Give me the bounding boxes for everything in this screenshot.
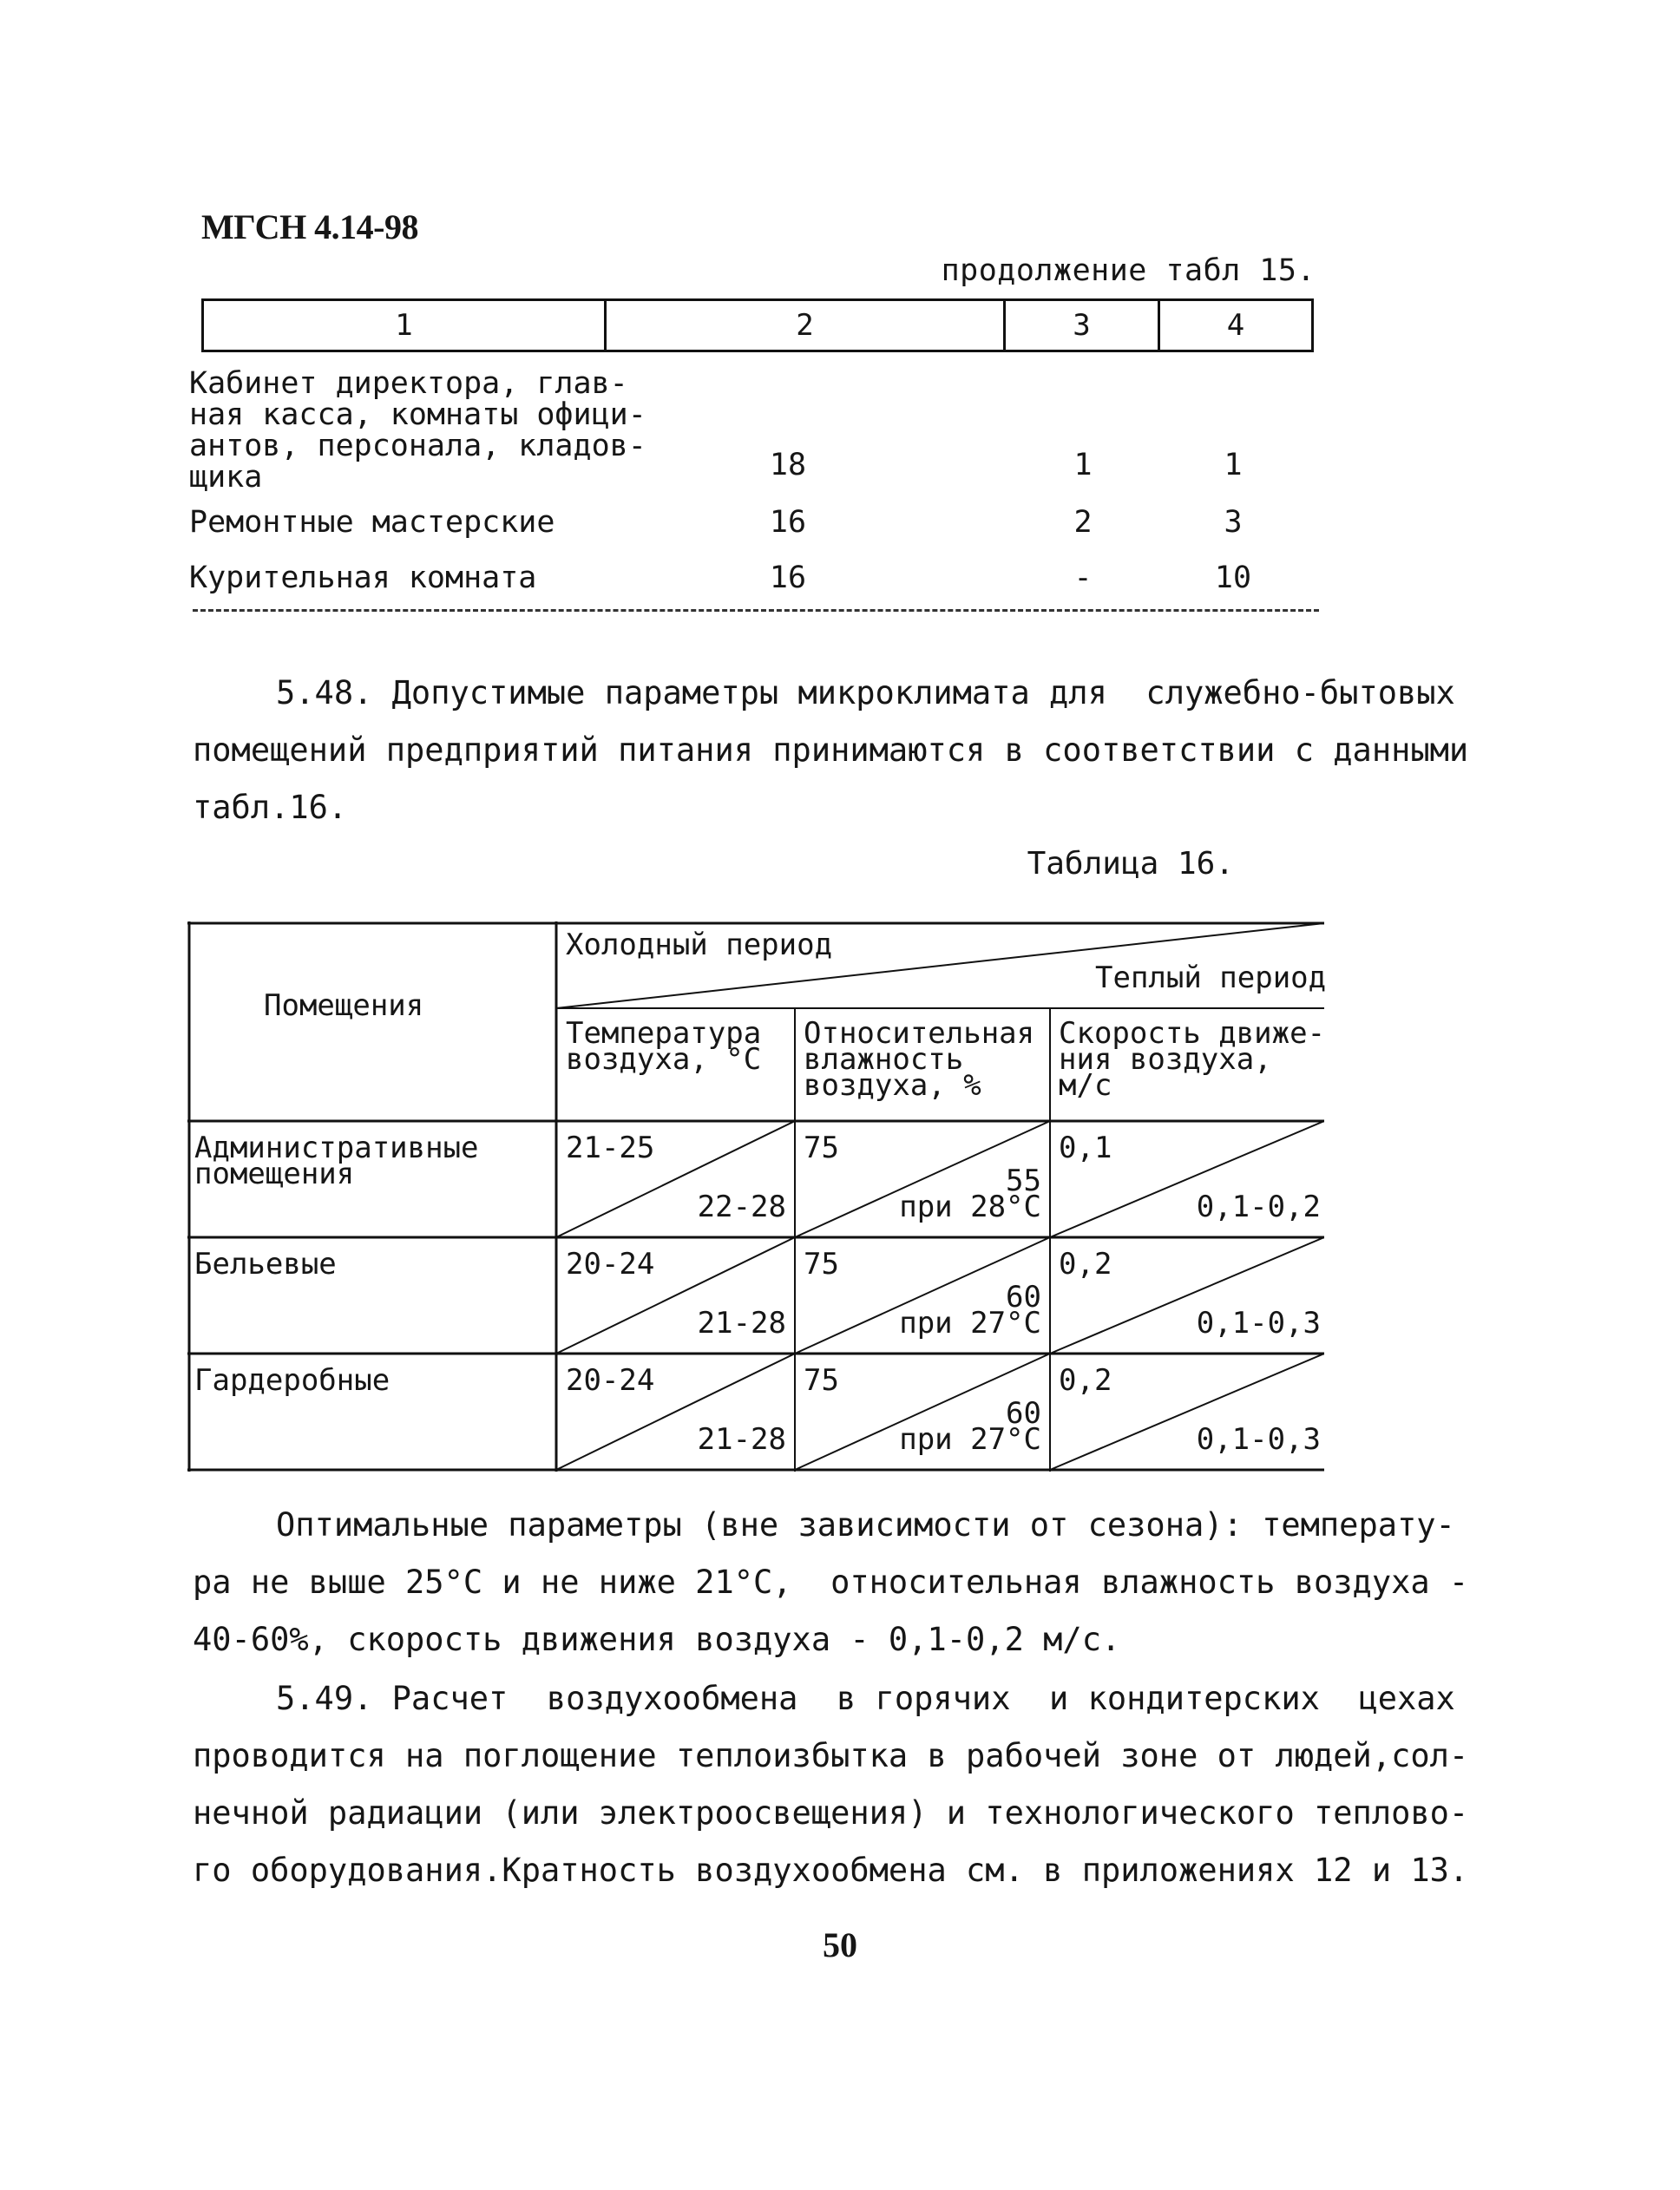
paragraph-line: помещений предприятий питания принимаются в соответствии с данными	[193, 731, 1469, 769]
paragraph-line: 40-60%, скорость движения воздуха - 0,1-0,2 м/с.	[193, 1621, 1121, 1658]
hum-warm-note: при 28°C	[899, 1190, 1041, 1224]
name-line: щика	[189, 460, 263, 495]
table15-row	[189, 507, 1335, 541]
header-line: воздуха, °C	[566, 1042, 762, 1077]
table15-col-1: 1	[204, 301, 607, 350]
table15-cell: 2	[1073, 505, 1093, 540]
temp-warm: 22-28	[697, 1190, 786, 1224]
header-line: Относительная	[804, 1016, 1035, 1051]
table16-room	[194, 1131, 479, 1191]
header-line: влажность	[804, 1042, 964, 1077]
temp-cold: 21-25	[566, 1131, 655, 1165]
paragraph-line: Оптимальные параметры (вне зависимости от сезона): температу-	[276, 1506, 1455, 1544]
hum-warm-note: при 27°C	[899, 1422, 1041, 1457]
header-cold-period: Холодный период	[566, 928, 833, 962]
table15-col-4: 4	[1226, 308, 1245, 343]
name-line: Кабинет директора, глав-	[189, 366, 628, 401]
table15-cell: -	[1073, 561, 1093, 595]
table15-row-name	[189, 368, 646, 493]
paragraph-line: го оборудования.Кратность воздухообмена см. в приложениях 12 и 13.	[193, 1852, 1469, 1889]
hum-warm: 60	[1006, 1280, 1041, 1315]
table16-room: Бельевые	[194, 1247, 337, 1282]
page-number: 50	[823, 1925, 857, 1964]
temp-cold: 20-24	[566, 1363, 655, 1398]
temp-warm: 21-28	[697, 1306, 786, 1341]
header-line: м/с	[1059, 1068, 1112, 1103]
table15-cell: 18	[769, 448, 807, 482]
header-line: ния воздуха,	[1059, 1042, 1272, 1077]
hum-cold: 75	[804, 1131, 839, 1165]
paragraph-5-48	[193, 665, 1469, 836]
temp-cold: 20-24	[566, 1247, 655, 1282]
paragraph-line: проводится на поглощение теплоизбытка в рабочей зоне от людей,сол-	[193, 1737, 1469, 1774]
hum-warm-note: при 27°C	[899, 1306, 1041, 1341]
table15-cell: 16	[769, 505, 807, 540]
table15-cell: 1	[1224, 448, 1243, 482]
paragraph-line: табл.16.	[193, 789, 348, 826]
table16-room: Гардеробные	[194, 1363, 390, 1398]
table15-header	[201, 298, 1314, 352]
hum-cold: 75	[804, 1363, 839, 1398]
speed-cold: 0,2	[1059, 1247, 1112, 1282]
header-temperature	[566, 1016, 762, 1077]
header-line: Скорость движе-	[1059, 1016, 1326, 1051]
document-code: МГСН 4.14-98	[201, 207, 418, 246]
header-line: воздуха, %	[804, 1068, 981, 1103]
table15-col-3: 3	[1006, 301, 1160, 350]
header-humidity	[804, 1016, 1035, 1103]
speed-warm: 0,1-0,3	[1196, 1422, 1321, 1457]
optimal-parameters-text	[193, 1497, 1469, 1669]
table-continuation-label: продолжение табл 15.	[941, 253, 1316, 288]
room-line: помещения	[194, 1157, 355, 1191]
header-speed	[1059, 1016, 1326, 1103]
speed-cold: 0,2	[1059, 1363, 1112, 1398]
table15-cell: 3	[1224, 505, 1243, 540]
paragraph-line: нечной радиации (или электроосвещения) и технологического теплово-	[193, 1794, 1469, 1832]
header-line: Температура	[566, 1016, 762, 1051]
paragraph-line: 5.48. Допустимые параметры микроклимата для служебно-бытовых	[276, 674, 1455, 711]
table16-label: Таблица 16.	[1027, 846, 1234, 882]
table15-cell: 1	[1073, 448, 1093, 482]
hum-warm: 55	[1006, 1164, 1041, 1198]
paragraph-line: ра не выше 25°C и не ниже 21°C, относительная влажность воздуха -	[193, 1564, 1469, 1601]
speed-warm: 0,1-0,2	[1196, 1190, 1321, 1224]
speed-warm: 0,1-0,3	[1196, 1306, 1321, 1341]
room-line: Административные	[194, 1131, 479, 1165]
speed-cold: 0,1	[1059, 1131, 1112, 1165]
name-line: ная касса, комнаты офици-	[189, 397, 646, 432]
paragraph-5-49	[193, 1670, 1469, 1899]
table15-row	[189, 562, 1335, 597]
hum-warm: 60	[1006, 1396, 1041, 1431]
table15-cell: 10	[1214, 561, 1252, 595]
name-line: антов, персонала, кладов-	[189, 429, 646, 463]
temp-warm: 21-28	[697, 1422, 786, 1457]
table15-cell: 16	[769, 561, 807, 595]
table15-row-name: Ремонтные мастерские	[189, 505, 555, 540]
table15-row-name: Курительная комната	[189, 561, 537, 595]
table16	[187, 921, 1327, 1472]
header-warm-period: Теплый период	[1095, 961, 1327, 995]
header-rooms: Помещения	[264, 988, 424, 1023]
table15-row	[189, 366, 1335, 495]
table15-col-2: 2	[607, 301, 1006, 350]
table15-bottom-divider	[193, 609, 1319, 612]
paragraph-line: 5.49. Расчет воздухообмена в горячих и кондитерских цехах	[276, 1680, 1455, 1717]
hum-cold: 75	[804, 1247, 839, 1282]
